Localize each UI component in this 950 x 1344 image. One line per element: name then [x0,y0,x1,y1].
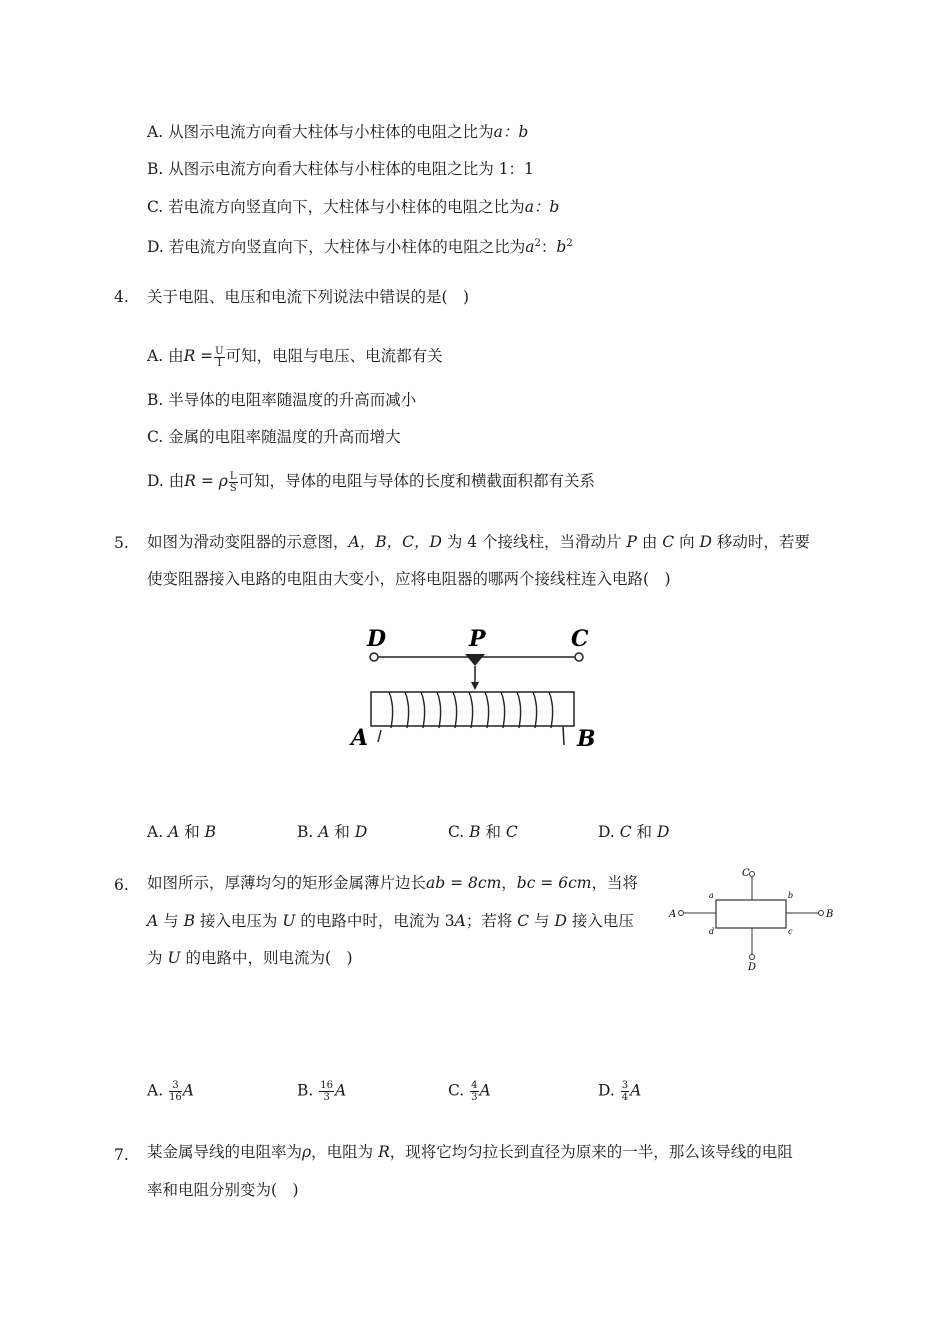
q6-option-c: C. $\frac{4}{3}$ A [448,1080,491,1103]
q3-option-b: B. 从图示电流方向看大柱体与小柱体的电阻之比为 1：1 [147,160,534,178]
lead-a [378,730,381,742]
q5-stem-line2: 使变阻器接入电路的电阻由大变小，应将电阻器的哪两个接线柱连入电路( ) [147,570,671,588]
fraction-l-over-s: $\frac{L}{S}$ [229,470,237,494]
corner-b: b [788,891,794,900]
q5-option-b: B. A 和 D [297,823,368,841]
label-d-terminal: D [748,962,757,972]
slider-triangle [465,654,485,666]
q5-option-d: D. C 和 D [598,823,670,841]
corner-c: c [788,927,793,936]
corner-d: d [709,927,715,936]
q4-option-a: A. 由R = $\frac{U}{I}$ 可知，电阻与电压、电流都有关 [147,345,443,369]
slider-arrow [471,682,479,690]
q3-option-c: C. 若电流方向竖直向下，大柱体与小柱体的电阻之比为a：b [147,198,560,216]
q6-stem-line3: 为 U 的电路中，则电流为( ) [147,949,353,967]
terminal-d [370,653,378,661]
q6-number: 6. [114,876,129,894]
label-a-terminal: A [669,909,677,920]
q5-option-a: A. A 和 B [147,823,217,841]
q5-stem-line1: 如图为滑动变阻器的示意图，A，B，C，D 为 4 个接线柱，当滑动片 P 由 C 向 D 移动时，若要 [147,533,810,551]
q7-stem-line2: 率和电阻分别变为( ) [147,1181,299,1199]
terminal-c [575,653,583,661]
q5-option-c: C. B 和 C [448,823,518,841]
label-b-terminal: B [826,909,834,920]
label-a: A [351,725,369,751]
q4-number: 4. [114,288,129,306]
metal-sheet [716,900,786,928]
label-b: B [577,726,596,752]
q4-stem: 关于电阻、电压和电流下列说法中错误的是( ) [147,288,470,306]
q4-option-d: D. 由R = ρ $\frac{L}{S}$ 可知，导体的电阻与导体的长度和横截面积都有关系 [147,470,596,494]
q6-option-a: A. $\frac{3}{16}$ A [147,1080,194,1103]
label-c: C [571,626,589,652]
q7-stem-line1: 某金属导线的电阻率为ρ，电阻为 R，现将它均匀拉长到直径为原来的一半，那么该导线的电阻 [147,1143,793,1161]
lead-b [563,726,564,745]
q6-option-d: D. $\frac{3}{4}$ A [598,1080,642,1103]
q6-stem-line2: A 与 B 接入电压为 U 的电路中时，电流为 3A；若将 C 与 D 接入电压 [147,912,634,930]
corner-a: a [709,891,714,900]
fraction-u-over-i: $\frac{U}{I}$ [215,345,224,369]
q6-option-b: B. $\frac{16}{3}$ A [297,1080,347,1103]
q4-option-b: B. 半导体的电阻率随温度的升高而减小 [147,391,417,409]
q5-number: 5. [114,534,129,552]
rheostat-diagram [345,620,615,755]
label-p: P [469,626,486,652]
q6-stem-line1: 如图所示，厚薄均匀的矩形金属薄片边长ab = 8cm，bc = 6cm，当将 [147,874,638,892]
q4-option-c: C. 金属的电阻率随温度的升高而增大 [147,428,401,446]
label-d: D [367,626,387,652]
resistor-coil [389,692,553,728]
metal-sheet-diagram [668,862,838,972]
label-c-terminal: C [742,868,750,879]
q7-number: 7. [114,1146,129,1164]
q3-option-a: A. 从图示电流方向看大柱体与小柱体的电阻之比为a：b [147,123,529,141]
q3-option-d: D. 若电流方向竖直向下，大柱体与小柱体的电阻之比为$a^2$：$b^2$ [147,238,573,257]
